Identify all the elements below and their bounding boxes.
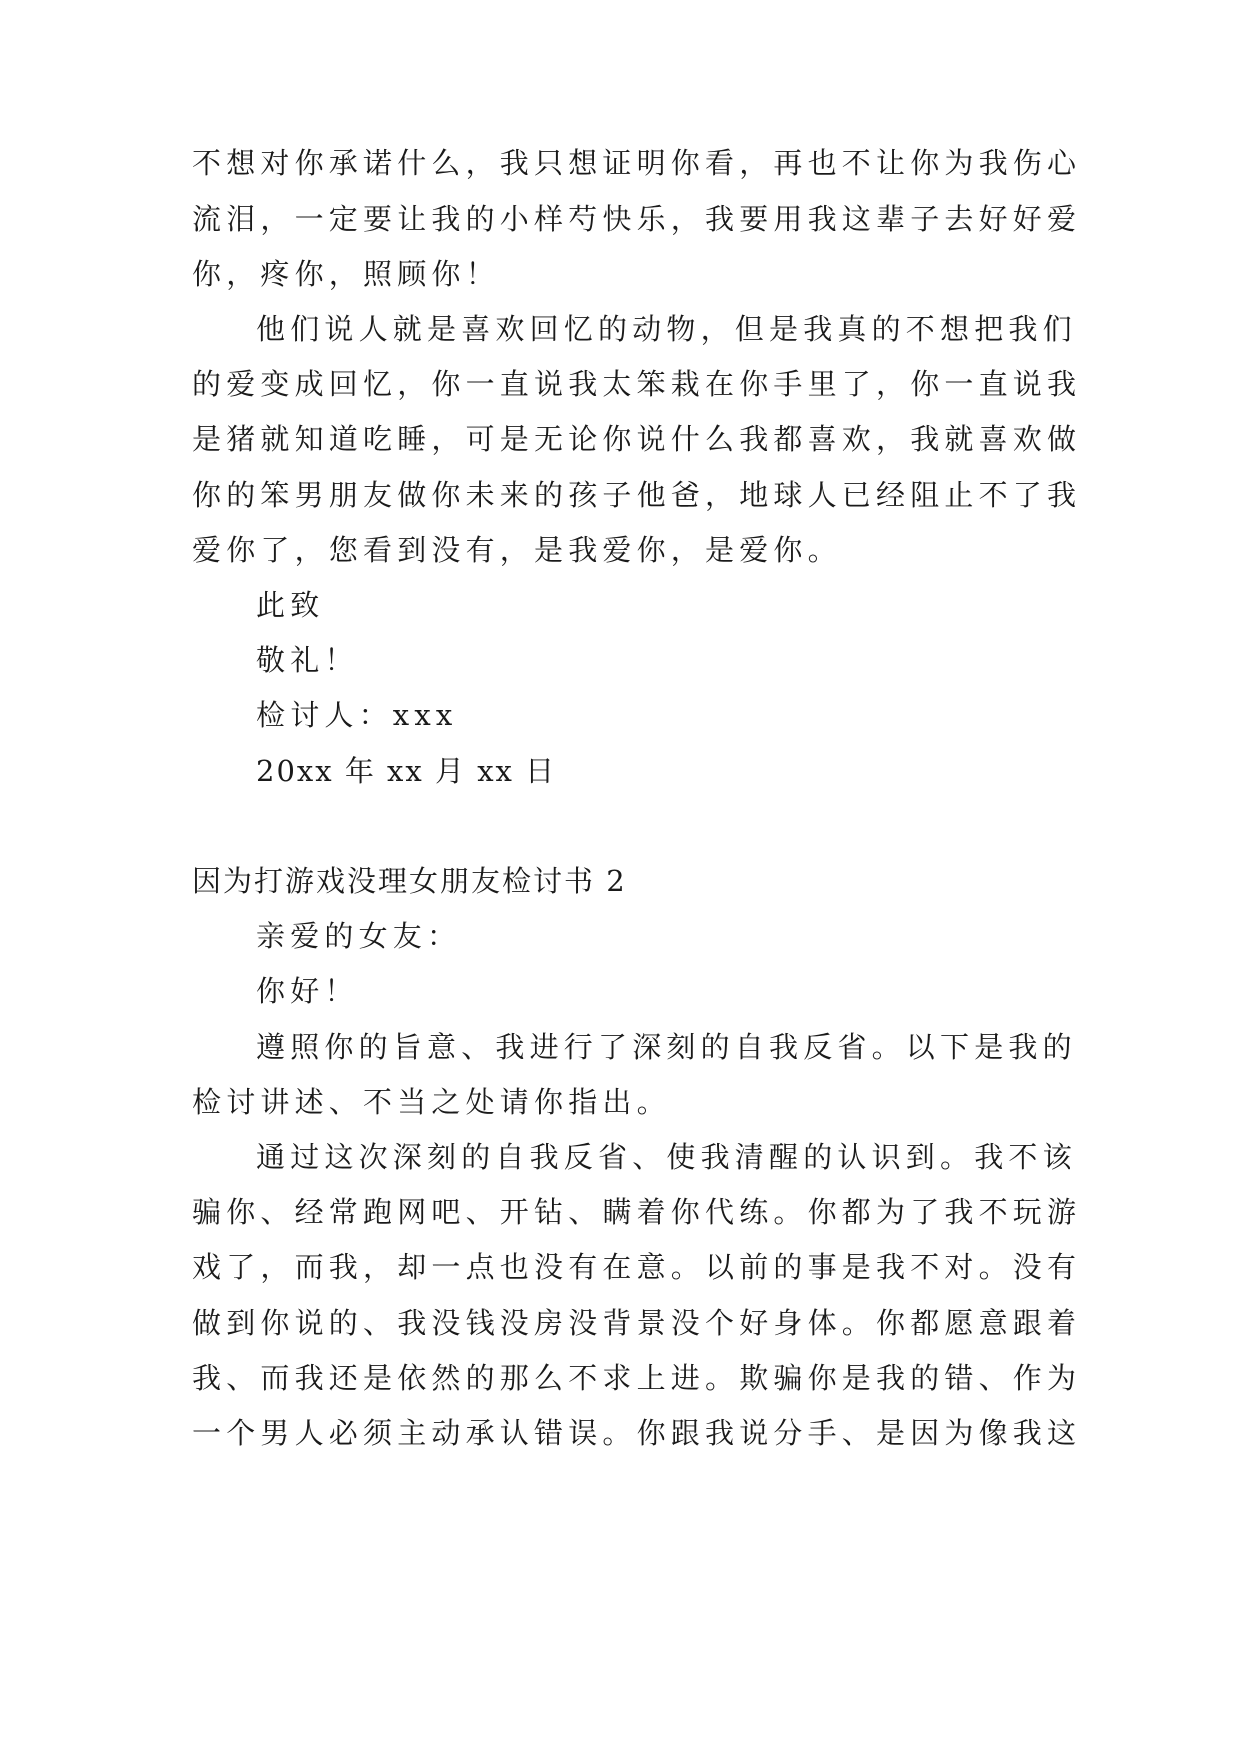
paragraph-line: 你，疼你，照顾你！: [192, 257, 500, 291]
closing-line: 此致: [256, 588, 325, 622]
paragraph-line: 爱你了，您看到没有，是我爱你，是爱你。: [192, 533, 842, 567]
closing-line: 敬礼！: [256, 643, 359, 677]
paragraph-line: 他们说人就是喜欢回忆的动物，但是我真的不想把我们: [256, 312, 1077, 346]
paragraph-line: 你的笨男朋友做你未来的孩子他爸，地球人已经阻止不了我: [192, 478, 1082, 512]
paragraph-line: 做到你说的、我没钱没房没背景没个好身体。你都愿意跟着: [192, 1306, 1082, 1340]
paragraph-line: 不想对你承诺什么，我只想证明你看，再也不让你为我伤心: [192, 146, 1082, 180]
section-title: 因为打游戏没理女朋友检讨书 2: [192, 864, 627, 898]
paragraph-line: 通过这次深刻的自我反省、使我清醒的认识到。我不该: [256, 1140, 1077, 1174]
greeting-line: 你好！: [256, 974, 359, 1008]
signature-line: 检讨人：xxx: [256, 698, 458, 732]
date-line: 20xx 年 xx 月 xx 日: [256, 754, 557, 788]
paragraph-line: 戏了，而我，却一点也没有在意。以前的事是我不对。没有: [192, 1250, 1082, 1284]
paragraph-line: 骗你、经常跑网吧、开钻、瞒着你代练。你都为了我不玩游: [192, 1195, 1082, 1229]
paragraph-line: 遵照你的旨意、我进行了深刻的自我反省。以下是我的: [256, 1030, 1077, 1064]
paragraph-line: 的爱变成回忆，你一直说我太笨栽在你手里了，你一直说我: [192, 367, 1082, 401]
paragraph-line: 检讨讲述、不当之处请你指出。: [192, 1085, 671, 1119]
paragraph-line: 是猪就知道吃睡，可是无论你说什么我都喜欢，我就喜欢做: [192, 422, 1082, 456]
paragraph-line: 流泪，一定要让我的小样芍快乐，我要用我这辈子去好好爱: [192, 202, 1082, 236]
paragraph-line: 我、而我还是依然的那么不求上进。欺骗你是我的错、作为: [192, 1361, 1082, 1395]
paragraph-line: 一个男人必须主动承认错误。你跟我说分手、是因为像我这: [192, 1416, 1082, 1450]
salutation-line: 亲爱的女友：: [256, 919, 462, 953]
